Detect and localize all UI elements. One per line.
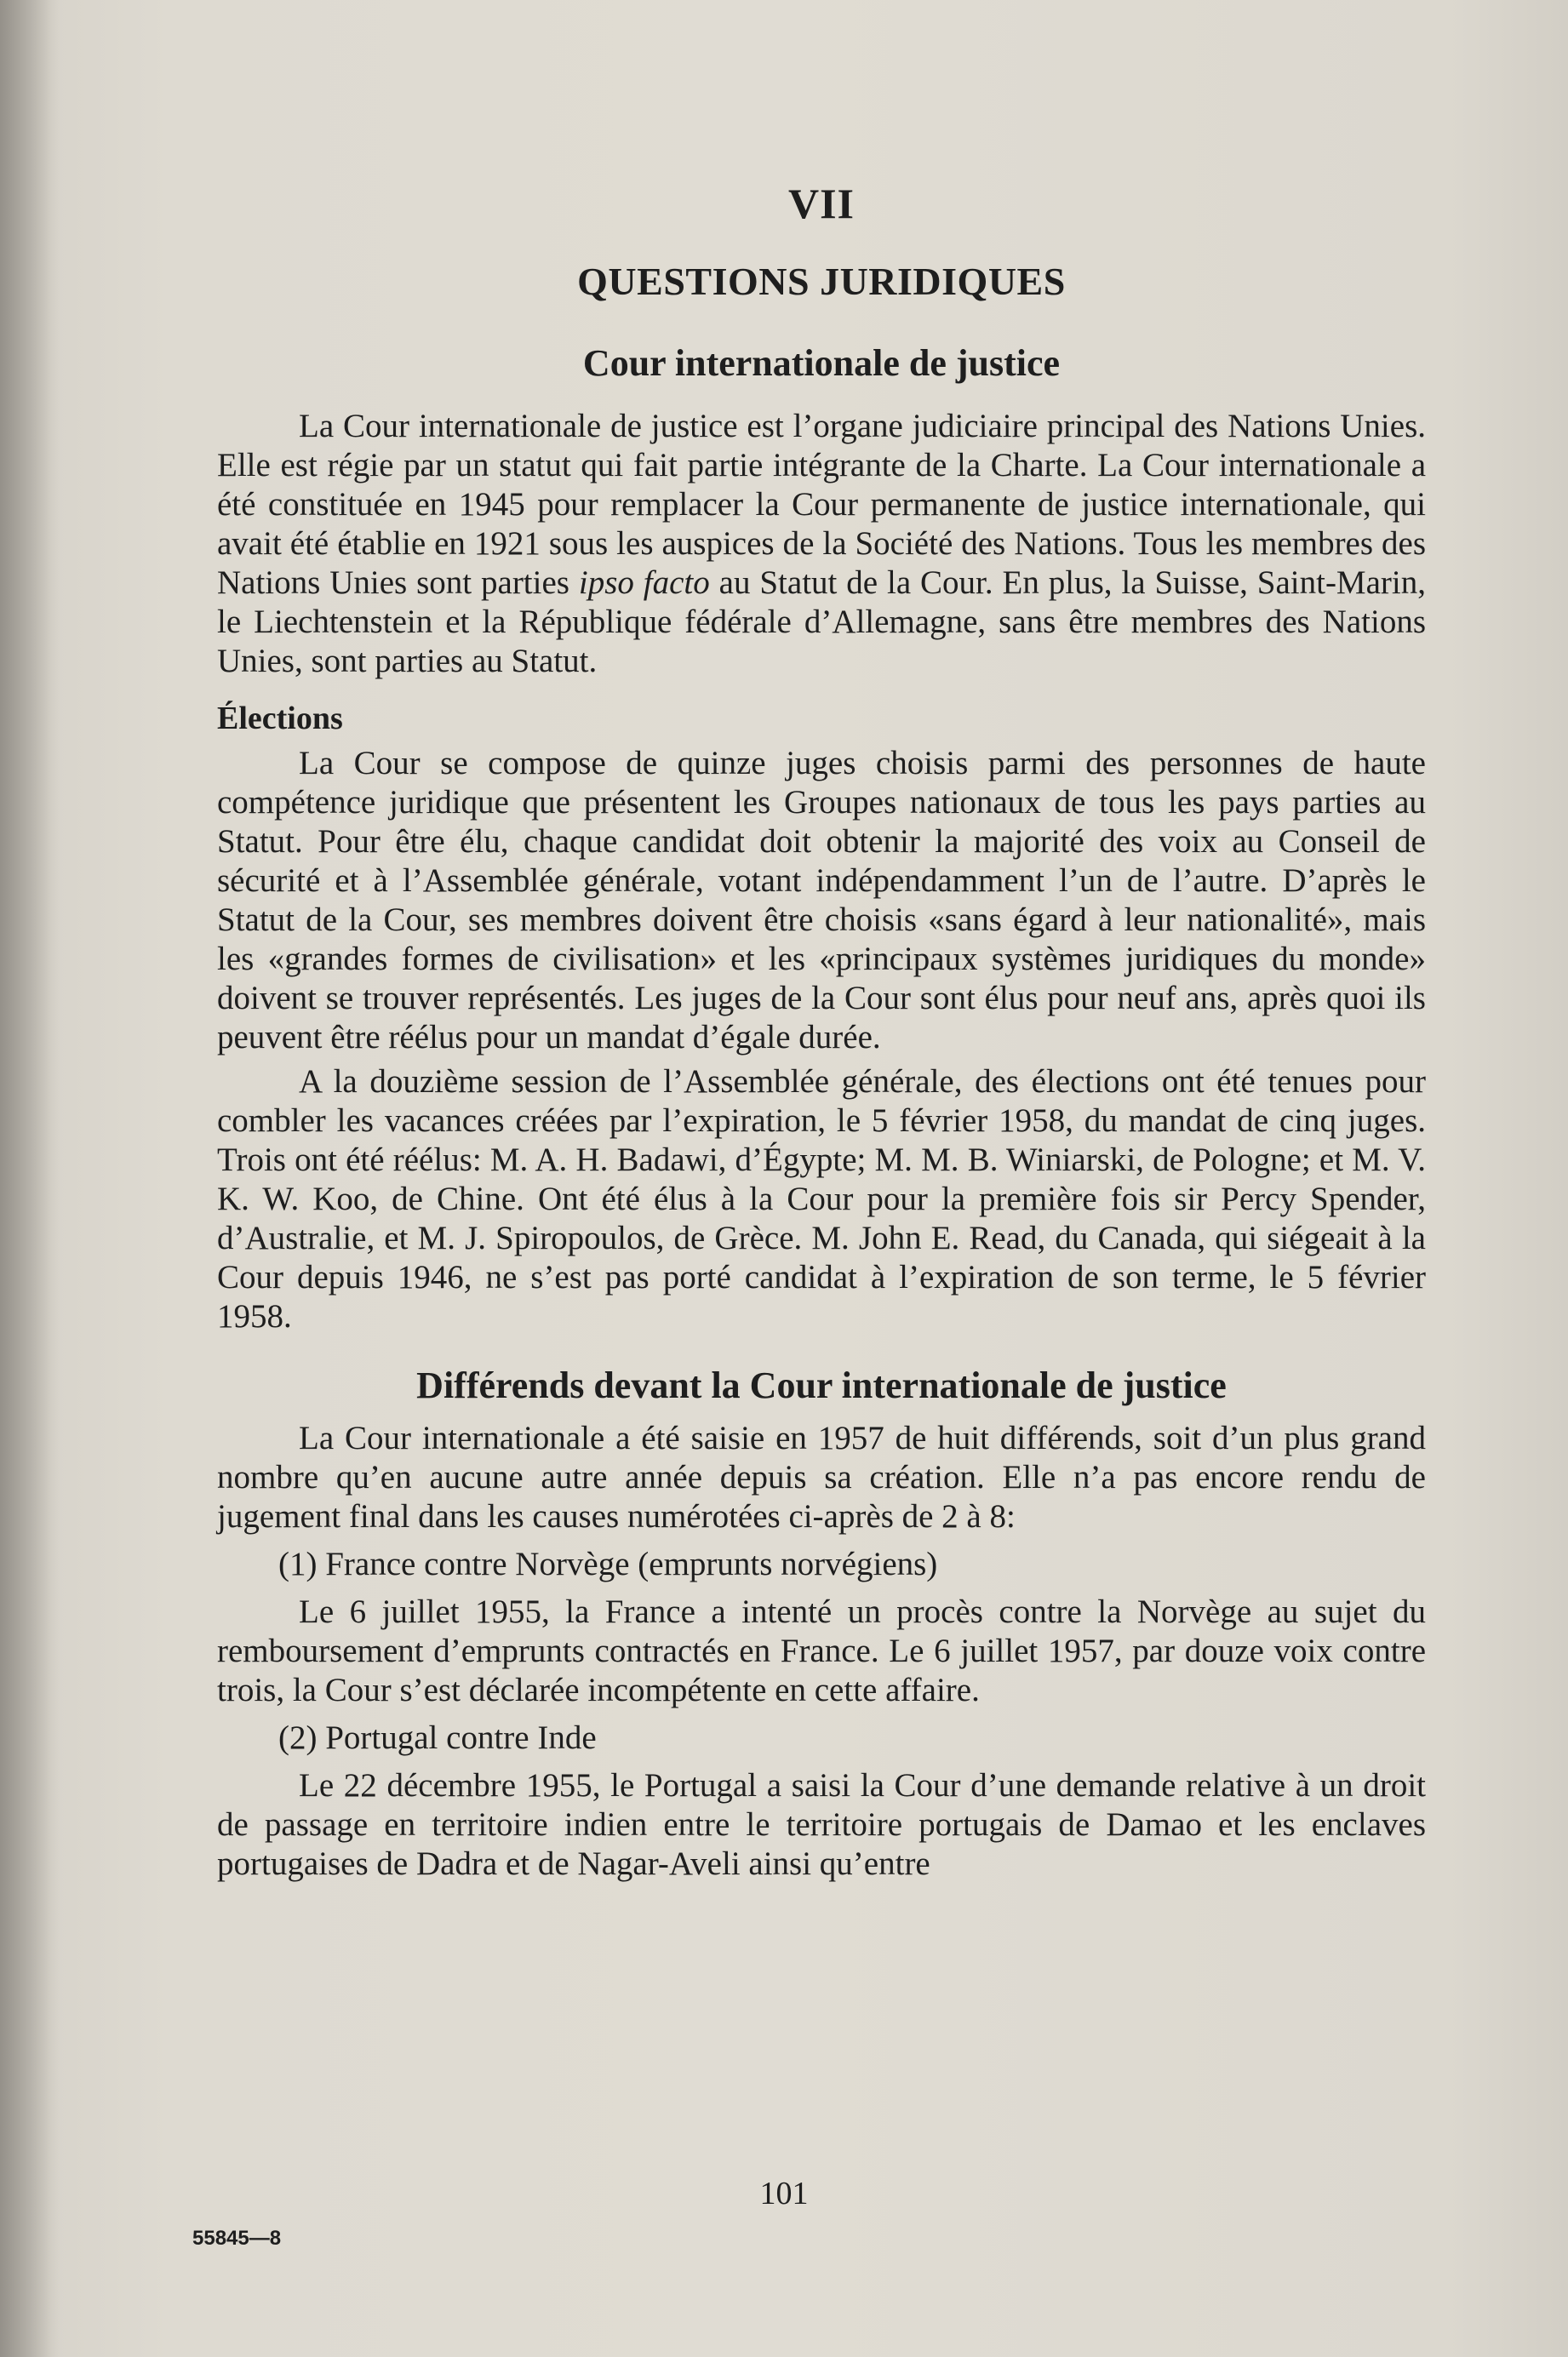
court-intro-paragraph <box>217 407 1426 681</box>
binding-shadow <box>0 0 60 2357</box>
elections-heading: Élections <box>217 701 343 736</box>
page-number: 101 <box>759 2176 809 2211</box>
court-intro-text: La Cour internationale de justice est l’organe judiciaire principal des Nations Unies. Elle est régie par un statut qui fait partie intégrante de la Charte. La Cour internationale a été constituée en 1945 pour remplacer la Cour permanente de justice internationale, qui avait été établie en 1921 sous les auspices de la Société des Nations. Tous les membres des Nations Unies sont parties <box>217 408 1426 601</box>
elections-paragraph-1: La Cour se compose de quinze juges choisis parmi des personnes de haute compétence juridique que présentent les Groupes nationaux de tous les pays parties au Statut. Pour être élu, chaque candidat doit obtenir la majorité des voix au Conseil de sécurité et à l’Assemblée générale, votant indépendamment l’un de l’autre. D’après le Statut de la Cour, ses membres doivent être choisis «sans égard à leur nationalité», mais les «grandes formes de civilisation» et les «principaux systèmes juridiques du monde» doivent se trouver représentés. Les juges de la Cour sont élus pour neuf ans, après quoi ils peuvent être réélus pour un mandat d’égale durée. <box>217 745 1426 1056</box>
section-title-court: Cour internationale de justice <box>582 342 1061 384</box>
case-1-paragraph: Le 6 juillet 1955, la France a intenté un procès contre la Norvège au sujet du remboursement d’emprunts contractés en France. Le 6 juillet 1957, par douze voix contre trois, la Cour s’est déclarée incompétente en cette affaire. <box>217 1593 1426 1708</box>
case-1-heading: (1) France contre Norvège (emprunts norvégiens) <box>278 1546 938 1582</box>
chapter-title: QUESTIONS JURIDIQUES <box>577 260 1066 303</box>
court-intro-italic: ipso facto <box>578 564 710 601</box>
court-intro-text-end: au Statut de la Cour. En plus, la Suisse, Saint-Marin, le Liechtenstein et la République fédérale d’Allemagne, sans être membres des Nations Unies, sont parties au Statut. <box>217 564 1426 679</box>
chapter-number: VII <box>787 180 856 227</box>
section-title-disputes: Différends devant la Cour internationale de justice <box>416 1364 1227 1406</box>
elections-paragraph-2: A la douzième session de l’Assemblée générale, des élections ont été tenues pour combler les vacances créées par l’expiration, le 5 février 1958, du mandat de cinq juges. Trois ont été réélus: M. A. H. Badawi, d’Égypte; M. M. B. Winiarski, de Pologne; et M. V. K. W. Koo, de Chine. Ont été élus à la Cour pour la première fois sir Percy Spender, d’Australie, et M. J. Spiropoulos, de Grèce. M. John E. Read, du Canada, qui siégeait à la Cour depuis 1946, ne s’est pas porté candidat à l’expiration de son terme, le 5 février 1958. <box>217 1063 1426 1335</box>
case-2-heading: (2) Portugal contre Inde <box>278 1719 597 1756</box>
case-2-paragraph: Le 22 décembre 1955, le Portugal a saisi la Cour d’une demande relative à un droit de passage en territoire indien entre le territoire portugais de Damao et les enclaves portugaises de Dadra et de Nagar-Aveli ainsi qu’entre <box>217 1767 1426 1882</box>
disputes-intro-paragraph: La Cour internationale a été saisie en 1957 de huit différends, soit d’un plus grand nombre qu’en aucune autre année depuis sa création. Elle n’a pas encore rendu de jugement final dans les causes numérotées ci-après de 2 à 8: <box>217 1420 1426 1535</box>
print-code: 55845—8 <box>192 2227 282 2250</box>
page-content <box>217 179 1426 1889</box>
